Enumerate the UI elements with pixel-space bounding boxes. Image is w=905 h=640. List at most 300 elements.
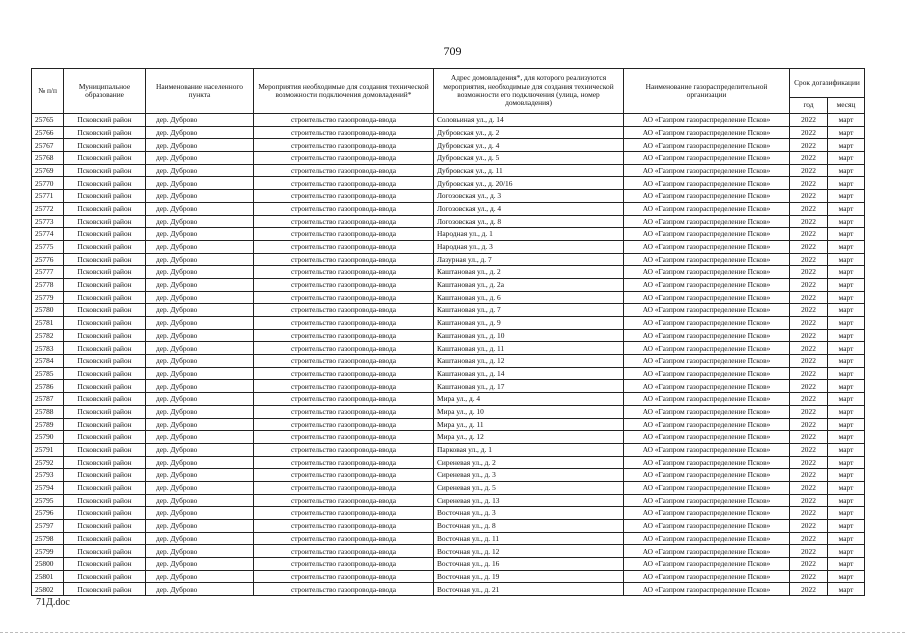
cell-work: строительство газопровода-ввода	[254, 114, 434, 127]
cell-month: март	[828, 317, 865, 330]
table-row	[32, 177, 865, 190]
cell-year: 2022	[790, 507, 828, 520]
cell-num: 25777	[32, 266, 64, 279]
cell-org: АО «Газпром газораспределение Псков»	[624, 139, 790, 152]
cell-district: Псковский район	[64, 583, 146, 596]
cell-address: Каштановая ул., д. 17	[434, 380, 624, 393]
cell-locality: дер. Дуброво	[146, 405, 254, 418]
cell-num: 25795	[32, 494, 64, 507]
table-row	[32, 443, 865, 456]
cell-year: 2022	[790, 215, 828, 228]
cell-work: строительство газопровода-ввода	[254, 570, 434, 583]
cell-locality: дер. Дуброво	[146, 545, 254, 558]
cell-month: март	[828, 240, 865, 253]
cell-locality: дер. Дуброво	[146, 443, 254, 456]
table-row	[32, 418, 865, 431]
cell-month: март	[828, 583, 865, 596]
table-header	[32, 69, 865, 114]
cell-year: 2022	[790, 342, 828, 355]
cell-year: 2022	[790, 253, 828, 266]
cell-locality: дер. Дуброво	[146, 215, 254, 228]
cell-year: 2022	[790, 266, 828, 279]
table-row	[32, 469, 865, 482]
cell-locality: дер. Дуброво	[146, 240, 254, 253]
cell-district: Псковский район	[64, 393, 146, 406]
cell-district: Псковский район	[64, 520, 146, 533]
cell-org: АО «Газпром газораспределение Псков»	[624, 164, 790, 177]
cell-locality: дер. Дуброво	[146, 431, 254, 444]
header-district: Муниципальное образование	[64, 69, 146, 114]
cell-locality: дер. Дуброво	[146, 317, 254, 330]
cell-work: строительство газопровода-ввода	[254, 329, 434, 342]
table-row	[32, 126, 865, 139]
cell-address: Народная ул., д. 3	[434, 240, 624, 253]
table-row	[32, 291, 865, 304]
table-row	[32, 278, 865, 291]
cell-year: 2022	[790, 139, 828, 152]
cell-address: Сиреневая ул., д. 2	[434, 456, 624, 469]
table-row	[32, 114, 865, 127]
cell-month: март	[828, 114, 865, 127]
cell-address: Мира ул., д. 11	[434, 418, 624, 431]
cell-org: АО «Газпром газораспределение Псков»	[624, 443, 790, 456]
cell-num: 25800	[32, 558, 64, 571]
cell-address: Восточная ул., д. 12	[434, 545, 624, 558]
cell-num: 25789	[32, 418, 64, 431]
cell-year: 2022	[790, 520, 828, 533]
table-row	[32, 240, 865, 253]
cell-locality: дер. Дуброво	[146, 304, 254, 317]
cell-num: 25801	[32, 570, 64, 583]
table-row	[32, 583, 865, 596]
cell-year: 2022	[790, 278, 828, 291]
cell-num: 25786	[32, 380, 64, 393]
cell-district: Псковский район	[64, 177, 146, 190]
table-row	[32, 304, 865, 317]
cell-org: АО «Газпром газораспределение Псков»	[624, 342, 790, 355]
cell-org: АО «Газпром газораспределение Псков»	[624, 291, 790, 304]
cell-num: 25788	[32, 405, 64, 418]
cell-locality: дер. Дуброво	[146, 532, 254, 545]
cell-address: Логозовская ул., д. 8	[434, 215, 624, 228]
cell-address: Восточная ул., д. 11	[434, 532, 624, 545]
cell-locality: дер. Дуброво	[146, 558, 254, 571]
cell-year: 2022	[790, 570, 828, 583]
cell-num: 25767	[32, 139, 64, 152]
cell-year: 2022	[790, 177, 828, 190]
page-number: 709	[443, 44, 462, 58]
cell-work: строительство газопровода-ввода	[254, 520, 434, 533]
cell-locality: дер. Дуброво	[146, 278, 254, 291]
cell-work: строительство газопровода-ввода	[254, 393, 434, 406]
cell-org: АО «Газпром газораспределение Псков»	[624, 152, 790, 165]
cell-year: 2022	[790, 317, 828, 330]
cell-year: 2022	[790, 532, 828, 545]
cell-address: Каштановая ул., д. 11	[434, 342, 624, 355]
cell-org: АО «Газпром газораспределение Псков»	[624, 558, 790, 571]
cell-locality: дер. Дуброво	[146, 481, 254, 494]
cell-district: Псковский район	[64, 532, 146, 545]
cell-num: 25779	[32, 291, 64, 304]
cell-org: АО «Газпром газораспределение Псков»	[624, 405, 790, 418]
cell-year: 2022	[790, 558, 828, 571]
cell-year: 2022	[790, 329, 828, 342]
cell-locality: дер. Дуброво	[146, 152, 254, 165]
cell-locality: дер. Дуброво	[146, 342, 254, 355]
table-row	[32, 456, 865, 469]
cell-locality: дер. Дуброво	[146, 570, 254, 583]
cell-address: Каштановая ул., д. 9	[434, 317, 624, 330]
cell-district: Псковский район	[64, 317, 146, 330]
cell-district: Псковский район	[64, 114, 146, 127]
cell-org: АО «Газпром газораспределение Псков»	[624, 431, 790, 444]
cell-num: 25774	[32, 228, 64, 241]
cell-month: март	[828, 393, 865, 406]
table-row	[32, 481, 865, 494]
header-org: Наименование газораспределительной организации	[624, 69, 790, 114]
cell-org: АО «Газпром газораспределение Псков»	[624, 507, 790, 520]
cell-month: март	[828, 443, 865, 456]
cell-address: Восточная ул., д. 3	[434, 507, 624, 520]
cell-year: 2022	[790, 367, 828, 380]
cell-month: март	[828, 329, 865, 342]
cell-work: строительство газопровода-ввода	[254, 317, 434, 330]
cell-work: строительство газопровода-ввода	[254, 278, 434, 291]
table-row	[32, 266, 865, 279]
cell-month: март	[828, 545, 865, 558]
cell-work: строительство газопровода-ввода	[254, 380, 434, 393]
cell-work: строительство газопровода-ввода	[254, 418, 434, 431]
cell-year: 2022	[790, 240, 828, 253]
cell-num: 25766	[32, 126, 64, 139]
cell-year: 2022	[790, 494, 828, 507]
cell-work: строительство газопровода-ввода	[254, 481, 434, 494]
cell-district: Псковский район	[64, 329, 146, 342]
cell-year: 2022	[790, 431, 828, 444]
cell-num: 25799	[32, 545, 64, 558]
cell-year: 2022	[790, 393, 828, 406]
cell-locality: дер. Дуброво	[146, 583, 254, 596]
cell-month: март	[828, 532, 865, 545]
cell-year: 2022	[790, 164, 828, 177]
cell-address: Дубровская ул., д. 4	[434, 139, 624, 152]
cell-month: март	[828, 342, 865, 355]
cell-address: Каштановая ул., д. 14	[434, 367, 624, 380]
cell-month: март	[828, 266, 865, 279]
cell-work: строительство газопровода-ввода	[254, 139, 434, 152]
table-row	[32, 164, 865, 177]
cell-district: Псковский район	[64, 443, 146, 456]
cell-locality: дер. Дуброво	[146, 266, 254, 279]
cell-address: Мира ул., д. 10	[434, 405, 624, 418]
cell-work: строительство газопровода-ввода	[254, 291, 434, 304]
cell-month: март	[828, 152, 865, 165]
cell-month: март	[828, 494, 865, 507]
cell-district: Псковский район	[64, 456, 146, 469]
cell-year: 2022	[790, 190, 828, 203]
cell-district: Псковский район	[64, 469, 146, 482]
table-row	[32, 405, 865, 418]
cell-month: март	[828, 291, 865, 304]
cell-year: 2022	[790, 443, 828, 456]
cell-locality: дер. Дуброво	[146, 253, 254, 266]
cell-work: строительство газопровода-ввода	[254, 405, 434, 418]
cell-month: март	[828, 507, 865, 520]
cell-address: Логозовская ул., д. 3	[434, 190, 624, 203]
cell-num: 25802	[32, 583, 64, 596]
cell-district: Псковский район	[64, 253, 146, 266]
cell-district: Псковский район	[64, 558, 146, 571]
cell-num: 25776	[32, 253, 64, 266]
cell-year: 2022	[790, 355, 828, 368]
cell-address: Восточная ул., д. 16	[434, 558, 624, 571]
cell-month: март	[828, 278, 865, 291]
cell-work: строительство газопровода-ввода	[254, 469, 434, 482]
cell-work: строительство газопровода-ввода	[254, 253, 434, 266]
cell-year: 2022	[790, 469, 828, 482]
cell-month: март	[828, 431, 865, 444]
cell-year: 2022	[790, 481, 828, 494]
cell-address: Каштановая ул., д. 6	[434, 291, 624, 304]
cell-month: март	[828, 481, 865, 494]
cell-district: Псковский район	[64, 240, 146, 253]
cell-locality: дер. Дуброво	[146, 355, 254, 368]
cell-district: Псковский район	[64, 304, 146, 317]
cell-month: март	[828, 367, 865, 380]
cell-num: 25781	[32, 317, 64, 330]
cell-work: строительство газопровода-ввода	[254, 304, 434, 317]
cell-year: 2022	[790, 114, 828, 127]
cell-locality: дер. Дуброво	[146, 520, 254, 533]
cell-org: АО «Газпром газораспределение Псков»	[624, 380, 790, 393]
cell-org: АО «Газпром газораспределение Псков»	[624, 545, 790, 558]
cell-district: Псковский район	[64, 418, 146, 431]
cell-work: строительство газопровода-ввода	[254, 443, 434, 456]
cell-work: строительство газопровода-ввода	[254, 558, 434, 571]
cell-year: 2022	[790, 583, 828, 596]
table-row	[32, 152, 865, 165]
cell-year: 2022	[790, 126, 828, 139]
cell-address: Дубровская ул., д. 20/16	[434, 177, 624, 190]
cell-work: строительство газопровода-ввода	[254, 228, 434, 241]
cell-month: март	[828, 304, 865, 317]
cell-district: Псковский район	[64, 266, 146, 279]
gasification-table	[31, 68, 865, 596]
table-row	[32, 532, 865, 545]
cell-month: март	[828, 164, 865, 177]
cell-month: март	[828, 456, 865, 469]
cell-work: строительство газопровода-ввода	[254, 177, 434, 190]
cell-org: АО «Газпром газораспределение Псков»	[624, 114, 790, 127]
cell-locality: дер. Дуброво	[146, 164, 254, 177]
cell-district: Псковский район	[64, 228, 146, 241]
cell-num: 25798	[32, 532, 64, 545]
table-row	[32, 202, 865, 215]
cell-num: 25765	[32, 114, 64, 127]
cell-address: Дубровская ул., д. 5	[434, 152, 624, 165]
cell-district: Псковский район	[64, 278, 146, 291]
table-body	[32, 114, 865, 596]
cell-district: Псковский район	[64, 139, 146, 152]
cell-address: Парковая ул., д. 1	[434, 443, 624, 456]
cell-year: 2022	[790, 545, 828, 558]
cell-org: АО «Газпром газораспределение Псков»	[624, 228, 790, 241]
cell-work: строительство газопровода-ввода	[254, 126, 434, 139]
cell-num: 25772	[32, 202, 64, 215]
cell-org: АО «Газпром газораспределение Псков»	[624, 266, 790, 279]
cell-org: АО «Газпром газораспределение Псков»	[624, 317, 790, 330]
table-row	[32, 520, 865, 533]
cell-month: март	[828, 380, 865, 393]
cell-num: 25783	[32, 342, 64, 355]
cell-num: 25780	[32, 304, 64, 317]
cell-work: строительство газопровода-ввода	[254, 355, 434, 368]
cell-address: Сиреневая ул., д. 3	[434, 469, 624, 482]
cell-address: Каштановая ул., д. 2	[434, 266, 624, 279]
cell-district: Псковский район	[64, 507, 146, 520]
cell-work: строительство газопровода-ввода	[254, 202, 434, 215]
cell-org: АО «Газпром газораспределение Псков»	[624, 215, 790, 228]
cell-address: Соловьиная ул., д. 14	[434, 114, 624, 127]
header-deadline: Срок догазификации	[790, 69, 865, 98]
cell-num: 25770	[32, 177, 64, 190]
cell-org: АО «Газпром газораспределение Псков»	[624, 456, 790, 469]
cell-address: Каштановая ул., д. 10	[434, 329, 624, 342]
cell-org: АО «Газпром газораспределение Псков»	[624, 329, 790, 342]
cell-locality: дер. Дуброво	[146, 367, 254, 380]
cell-work: строительство газопровода-ввода	[254, 190, 434, 203]
cell-num: 25792	[32, 456, 64, 469]
cell-num: 25784	[32, 355, 64, 368]
cell-locality: дер. Дуброво	[146, 202, 254, 215]
cell-month: март	[828, 355, 865, 368]
header-num: № п/п	[32, 69, 64, 114]
cell-locality: дер. Дуброво	[146, 494, 254, 507]
cell-work: строительство газопровода-ввода	[254, 215, 434, 228]
cell-locality: дер. Дуброво	[146, 126, 254, 139]
cell-org: АО «Газпром газораспределение Псков»	[624, 190, 790, 203]
table-row	[32, 494, 865, 507]
cell-locality: дер. Дуброво	[146, 393, 254, 406]
cell-org: АО «Газпром газораспределение Псков»	[624, 494, 790, 507]
cell-num: 25771	[32, 190, 64, 203]
cell-district: Псковский район	[64, 570, 146, 583]
table-row	[32, 393, 865, 406]
cell-year: 2022	[790, 405, 828, 418]
cell-year: 2022	[790, 291, 828, 304]
cell-district: Псковский район	[64, 380, 146, 393]
cell-year: 2022	[790, 304, 828, 317]
cell-work: строительство газопровода-ввода	[254, 507, 434, 520]
cell-num: 25785	[32, 367, 64, 380]
table-row	[32, 570, 865, 583]
cell-num: 25787	[32, 393, 64, 406]
cell-work: строительство газопровода-ввода	[254, 545, 434, 558]
cell-month: март	[828, 418, 865, 431]
cell-org: АО «Газпром газораспределение Псков»	[624, 126, 790, 139]
cell-address: Лазурная ул., д. 7	[434, 253, 624, 266]
cell-work: строительство газопровода-ввода	[254, 583, 434, 596]
cell-district: Псковский район	[64, 405, 146, 418]
cell-locality: дер. Дуброво	[146, 418, 254, 431]
cell-org: АО «Газпром газораспределение Псков»	[624, 278, 790, 291]
header-year: год	[790, 98, 828, 114]
cell-address: Каштановая ул., д. 2а	[434, 278, 624, 291]
cell-month: март	[828, 405, 865, 418]
table-row	[32, 367, 865, 380]
cell-work: строительство газопровода-ввода	[254, 431, 434, 444]
cell-month: март	[828, 570, 865, 583]
cell-org: АО «Газпром газораспределение Псков»	[624, 253, 790, 266]
cell-org: АО «Газпром газораспределение Псков»	[624, 520, 790, 533]
cell-address: Дубровская ул., д. 11	[434, 164, 624, 177]
table-row	[32, 380, 865, 393]
cell-org: АО «Газпром газораспределение Псков»	[624, 583, 790, 596]
cell-district: Псковский район	[64, 494, 146, 507]
cell-work: строительство газопровода-ввода	[254, 532, 434, 545]
cell-year: 2022	[790, 418, 828, 431]
cell-org: АО «Газпром газораспределение Псков»	[624, 570, 790, 583]
cell-org: АО «Газпром газораспределение Псков»	[624, 355, 790, 368]
footer-filename: 71Д.doc	[36, 597, 70, 608]
cell-org: АО «Газпром газораспределение Псков»	[624, 481, 790, 494]
cell-locality: дер. Дуброво	[146, 291, 254, 304]
table-row	[32, 342, 865, 355]
cell-locality: дер. Дуброво	[146, 469, 254, 482]
cell-address: Сиреневая ул., д. 5	[434, 481, 624, 494]
cell-num: 25773	[32, 215, 64, 228]
table-row	[32, 545, 865, 558]
cell-district: Псковский район	[64, 545, 146, 558]
cell-org: АО «Газпром газораспределение Псков»	[624, 532, 790, 545]
cell-num: 25796	[32, 507, 64, 520]
cell-month: март	[828, 520, 865, 533]
cell-district: Псковский район	[64, 215, 146, 228]
cell-num: 25791	[32, 443, 64, 456]
cell-locality: дер. Дуброво	[146, 228, 254, 241]
cell-address: Народная ул., д. 1	[434, 228, 624, 241]
cell-num: 25790	[32, 431, 64, 444]
cell-district: Псковский район	[64, 291, 146, 304]
cell-district: Псковский район	[64, 190, 146, 203]
cell-org: АО «Газпром газораспределение Псков»	[624, 240, 790, 253]
cell-district: Псковский район	[64, 481, 146, 494]
cell-work: строительство газопровода-ввода	[254, 367, 434, 380]
cell-num: 25794	[32, 481, 64, 494]
cell-locality: дер. Дуброво	[146, 114, 254, 127]
cell-org: АО «Газпром газораспределение Псков»	[624, 418, 790, 431]
cell-org: АО «Газпром газораспределение Псков»	[624, 393, 790, 406]
cell-locality: дер. Дуброво	[146, 507, 254, 520]
cell-num: 25793	[32, 469, 64, 482]
header-work: Мероприятия необходимые для создания технической возможности подключения домовладений*	[254, 69, 434, 114]
cell-locality: дер. Дуброво	[146, 190, 254, 203]
table-row	[32, 228, 865, 241]
cell-address: Восточная ул., д. 8	[434, 520, 624, 533]
table-row	[32, 253, 865, 266]
cell-locality: дер. Дуброво	[146, 139, 254, 152]
cell-org: АО «Газпром газораспределение Псков»	[624, 367, 790, 380]
cell-org: АО «Газпром газораспределение Псков»	[624, 304, 790, 317]
table-row	[32, 215, 865, 228]
cell-district: Псковский район	[64, 202, 146, 215]
cell-district: Псковский район	[64, 367, 146, 380]
cell-org: АО «Газпром газораспределение Псков»	[624, 177, 790, 190]
cell-month: март	[828, 177, 865, 190]
cell-district: Псковский район	[64, 164, 146, 177]
header-locality: Наименование населенного пункта	[146, 69, 254, 114]
cell-month: март	[828, 202, 865, 215]
